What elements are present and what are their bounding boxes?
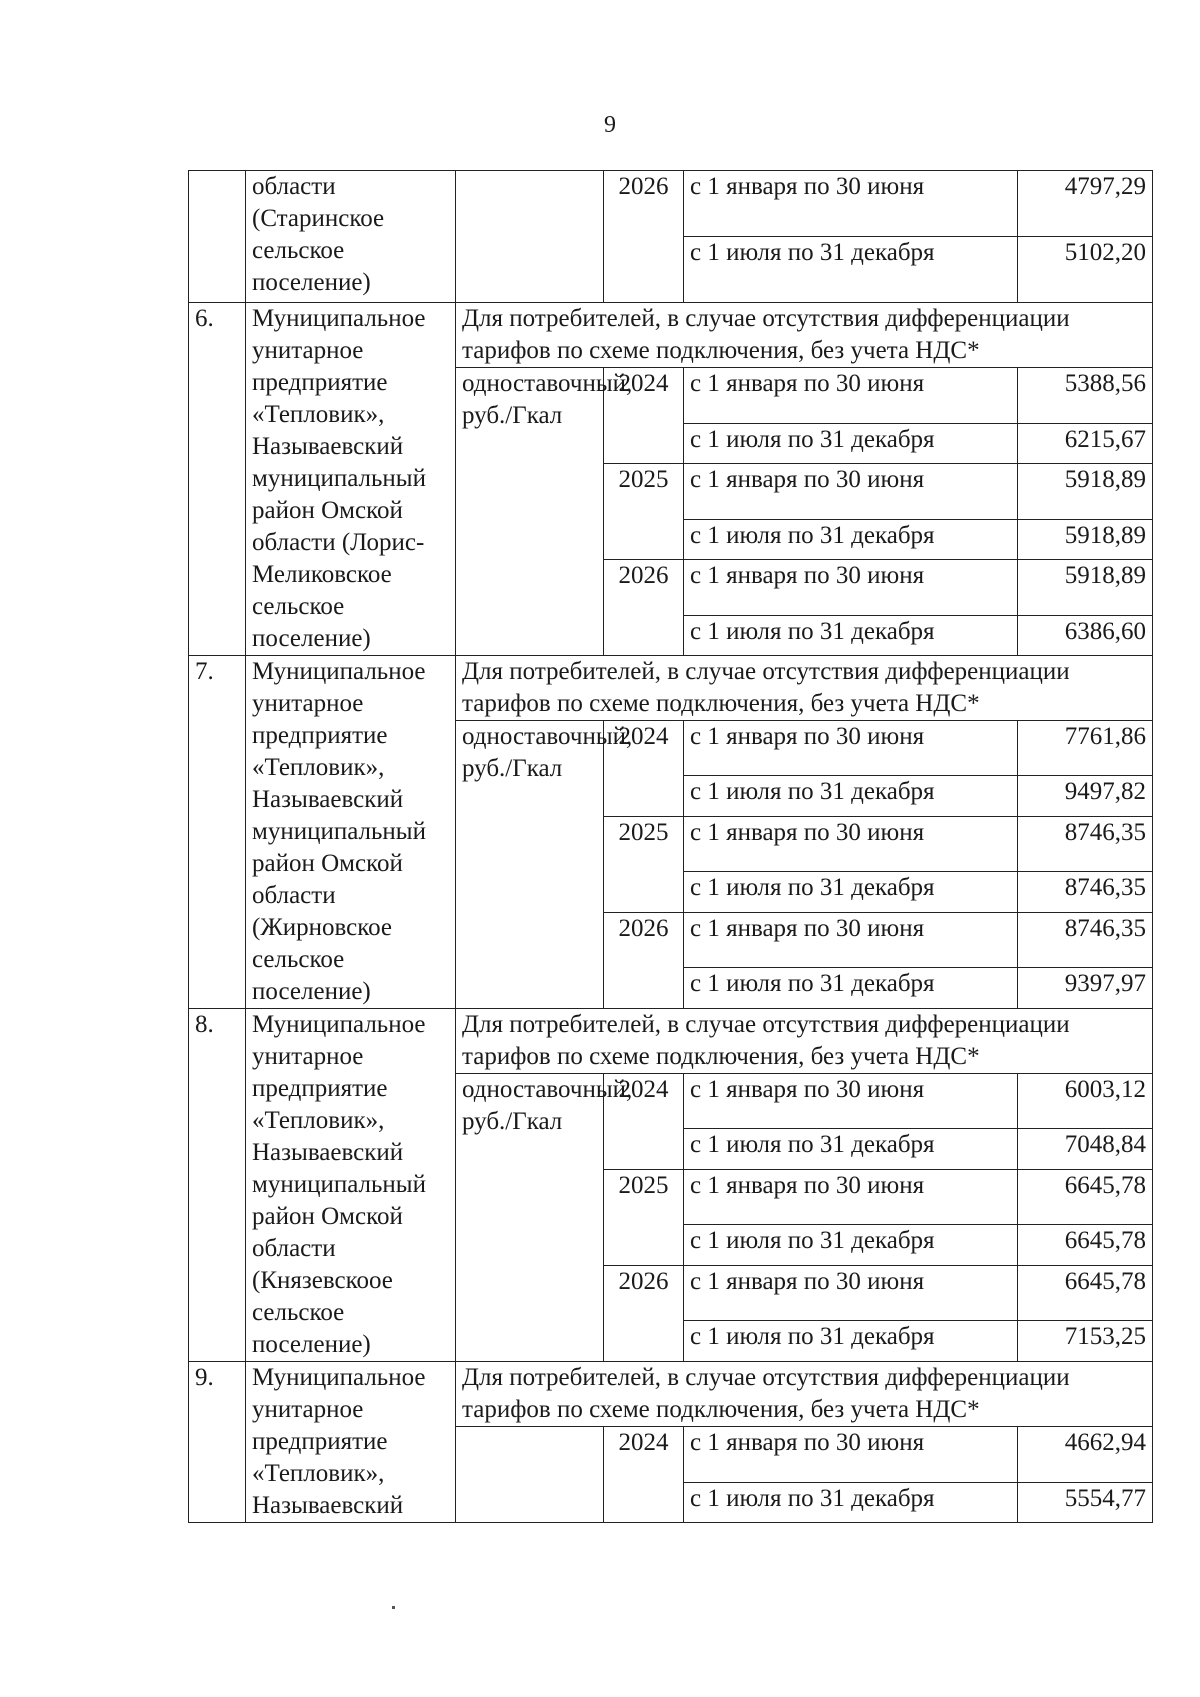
tariff-value: 5554,77	[1018, 1483, 1153, 1523]
period-cell: с 1 июля по 31 декабря	[684, 1321, 1018, 1362]
tariff-value: 7153,25	[1018, 1321, 1153, 1362]
tariff-value: 9497,82	[1018, 776, 1153, 817]
organization-name: Муниципальное унитарное предприятие «Тепловик», Называевский муниципальный район Омской области (Жирновское сельское поселение)	[246, 656, 456, 1009]
table-row	[189, 656, 1153, 721]
organization-name: Муниципальное унитарное предприятие «Тепловик», Называевский муниципальный район Омской области (Князевскоое сельское поселение)	[246, 1009, 456, 1362]
row-number: 6.	[189, 303, 246, 656]
year-cell: 2026	[604, 171, 684, 303]
period-cell: с 1 июля по 31 декабря	[684, 1225, 1018, 1266]
period-cell: с 1 января по 30 июня	[684, 1074, 1018, 1129]
year-cell: 2024	[604, 1074, 684, 1170]
scan-dot	[392, 1606, 395, 1609]
year-cell: 2025	[604, 464, 684, 560]
tariff-value: 8746,35	[1018, 872, 1153, 913]
tariff-condition: одноставочный, руб./Гкал	[456, 368, 604, 656]
period-cell: с 1 июля по 31 декабря	[684, 872, 1018, 913]
tariff-value: 6645,78	[1018, 1170, 1153, 1225]
tariff-value: 6645,78	[1018, 1225, 1153, 1266]
tariff-value: 6215,67	[1018, 424, 1153, 464]
period-cell: с 1 января по 30 июня	[684, 368, 1018, 424]
table-row	[189, 1362, 1153, 1427]
row-number: 8.	[189, 1009, 246, 1362]
period-cell: с 1 июля по 31 декабря	[684, 520, 1018, 560]
period-cell: с 1 июля по 31 декабря	[684, 1129, 1018, 1170]
year-cell: 2024	[604, 1427, 684, 1523]
organization-name: области (Старинское сельское поселение)	[246, 171, 456, 303]
period-cell: с 1 июля по 31 декабря	[684, 616, 1018, 656]
year-cell: 2024	[604, 721, 684, 817]
period-cell: с 1 января по 30 июня	[684, 721, 1018, 776]
period-cell: с 1 января по 30 июня	[684, 464, 1018, 520]
tariff-value: 8746,35	[1018, 817, 1153, 872]
period-cell: с 1 января по 30 июня	[684, 560, 1018, 616]
period-cell: с 1 января по 30 июня	[684, 817, 1018, 872]
tariff-value: 7048,84	[1018, 1129, 1153, 1170]
row-number	[189, 171, 246, 303]
period-cell: с 1 января по 30 июня	[684, 913, 1018, 968]
period-cell: с 1 января по 30 июня	[684, 1427, 1018, 1483]
period-cell: с 1 января по 30 июня	[684, 171, 1018, 237]
period-cell: с 1 июля по 31 декабря	[684, 237, 1018, 303]
year-cell: 2026	[604, 560, 684, 656]
tariff-value: 4797,29	[1018, 171, 1153, 237]
consumer-note: Для потребителей, в случае отсутствия дифференциации тарифов по схеме подключения, без учета НДС*	[456, 1362, 1153, 1427]
tariff-condition: одноставочный, руб./Гкал	[456, 721, 604, 1009]
tariff-value: 8746,35	[1018, 913, 1153, 968]
tariff-value: 6003,12	[1018, 1074, 1153, 1129]
tariff-value: 5388,56	[1018, 368, 1153, 424]
period-cell: с 1 июля по 31 декабря	[684, 424, 1018, 464]
tariff-condition	[456, 1427, 604, 1523]
tariff-table	[188, 170, 1153, 1523]
table-row	[189, 1009, 1153, 1074]
year-cell: 2026	[604, 1266, 684, 1362]
table-row	[189, 171, 1153, 237]
period-cell: с 1 июля по 31 декабря	[684, 1483, 1018, 1523]
row-number: 9.	[189, 1362, 246, 1523]
tariff-condition	[456, 171, 604, 303]
consumer-note: Для потребителей, в случае отсутствия дифференциации тарифов по схеме подключения, без учета НДС*	[456, 303, 1153, 368]
organization-name: Муниципальное унитарное предприятие «Тепловик», Называевский муниципальный район Омской области (Лорис-Меликовское сельское поселение)	[246, 303, 456, 656]
consumer-note: Для потребителей, в случае отсутствия дифференциации тарифов по схеме подключения, без учета НДС*	[456, 656, 1153, 721]
year-cell: 2026	[604, 913, 684, 1009]
tariff-value: 5102,20	[1018, 237, 1153, 303]
period-cell: с 1 июля по 31 декабря	[684, 968, 1018, 1009]
tariff-value: 5918,89	[1018, 520, 1153, 560]
row-number: 7.	[189, 656, 246, 1009]
table-row	[189, 303, 1153, 368]
organization-name: Муниципальное унитарное предприятие «Тепловик», Называевский	[246, 1362, 456, 1523]
year-cell: 2024	[604, 368, 684, 464]
tariff-value: 9397,97	[1018, 968, 1153, 1009]
year-cell: 2025	[604, 1170, 684, 1266]
tariff-value: 5918,89	[1018, 560, 1153, 616]
tariff-condition: одноставочный, руб./Гкал	[456, 1074, 604, 1362]
period-cell: с 1 января по 30 июня	[684, 1266, 1018, 1321]
tariff-value: 6386,60	[1018, 616, 1153, 656]
period-cell: с 1 января по 30 июня	[684, 1170, 1018, 1225]
year-cell: 2025	[604, 817, 684, 913]
tariff-value: 4662,94	[1018, 1427, 1153, 1483]
period-cell: с 1 июля по 31 декабря	[684, 776, 1018, 817]
tariff-value: 6645,78	[1018, 1266, 1153, 1321]
tariff-value: 5918,89	[1018, 464, 1153, 520]
consumer-note: Для потребителей, в случае отсутствия дифференциации тарифов по схеме подключения, без учета НДС*	[456, 1009, 1153, 1074]
tariff-value: 7761,86	[1018, 721, 1153, 776]
page-number: 9	[604, 112, 616, 138]
